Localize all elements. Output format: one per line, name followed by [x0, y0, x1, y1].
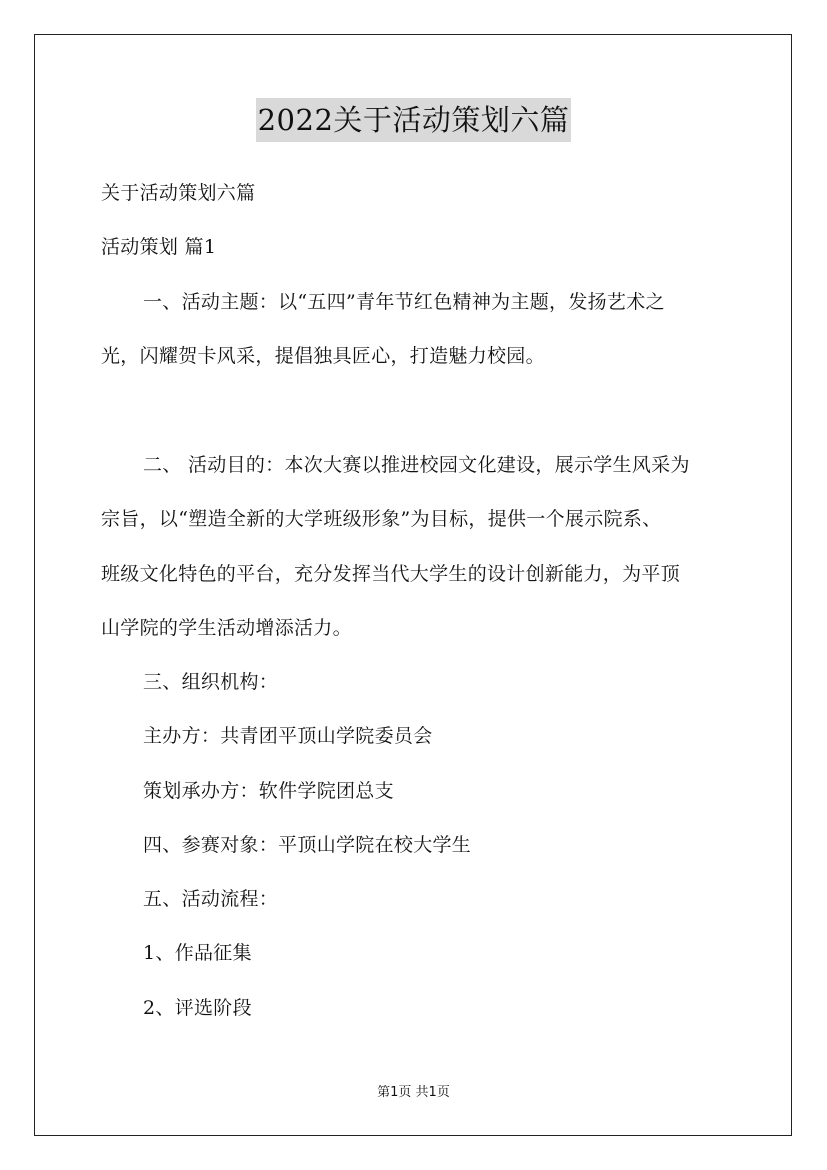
organization-host: 主办方：共青团平顶山学院委员会 — [143, 725, 433, 747]
purpose-line-4: 山学院的学生活动增添活力。 — [101, 617, 352, 639]
purpose-line-1: 二、 活动目的：本次大赛以推进校园文化建设，展示学生风采为 — [143, 454, 690, 476]
participants-line: 四、参赛对象：平顶山学院在校大学生 — [143, 834, 472, 856]
theme-line-1: 一、活动主题：以“五四”青年节红色精神为主题，发扬艺术之 — [143, 291, 665, 313]
process-step-2: 2、评选阶段 — [143, 997, 252, 1019]
document-title: 2022关于活动策划六篇 — [256, 98, 572, 142]
title-container — [0, 98, 827, 142]
subtitle: 关于活动策划六篇 — [101, 182, 256, 204]
organization-organizer: 策划承办方：软件学院团总支 — [143, 780, 394, 802]
section-heading: 活动策划 篇1 — [101, 236, 217, 258]
process-heading: 五、活动流程： — [143, 888, 279, 910]
page-footer: 第1页 共1页 — [377, 1085, 450, 1100]
purpose-line-3: 班级文化特色的平台，充分发挥当代大学生的设计创新能力，为平顶 — [101, 563, 681, 585]
organization-heading: 三、组织机构： — [143, 671, 279, 693]
process-step-1: 1、作品征集 — [143, 942, 252, 964]
purpose-line-2: 宗旨，以“塑造全新的大学班级形象”为目标，提供一个展示院系、 — [101, 508, 662, 530]
theme-line-2: 光，闪耀贺卡风采，提倡独具匠心，打造魅力校园。 — [101, 345, 545, 367]
